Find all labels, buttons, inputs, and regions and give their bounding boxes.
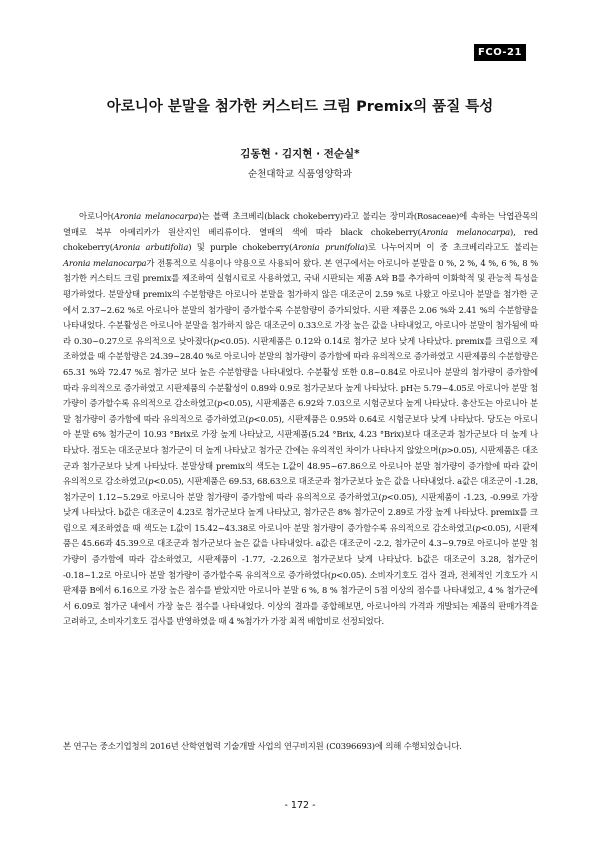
abstract-text: 가 전통적으로 식용이나 약용으로 사용되어 왔다. 본 연구에서는 아로니아 분말을 0 %, 2 %, 4 %, 6 %, 8 % 첨가한 커스터드 크림 premix를 제조하여 실험시료로 사용하였고, 국내 시판되는 제품 A와 B를 추가하여 이화학적 및 관능적 특성을 평가하였다. 분말상태 premix의 수분함량은 아로니아 분말을 첨가하지 않은 대조군이 2.59 %로 나왔고 아로니아 분말을 첨가한 군에서 2.37~2.62 %로 아로니아 분말의 첨가량이 증가할수록 수분함량이 증가되었다. 시판 제품은 2.06 %와 2.41 %의 수분함량을 나타내었다. 수분활성은 아로니아 분말을 첨가하지 않은 대조군이 0.33으로 가장 높은 값을 나타내었고, 아로니아 분말이 첨가됨에 따라 0.30~0.27으로 유의적으로 낮아졌다(: [63, 257, 539, 346]
scientific-name: Aronia prunifolia: [292, 242, 365, 253]
p-value-symbol: p: [441, 444, 447, 455]
p-value-symbol: p: [148, 476, 154, 487]
scientific-name: Aronia melanocarpa: [63, 257, 147, 268]
paper-title: 아로니아 분말을 첨가한 커스터드 크림 Premix의 품질 특성: [106, 99, 494, 115]
abstract-body: [63, 209, 538, 630]
p-value-symbol: p: [217, 398, 223, 409]
abstract-text: <0.05). 시판제품은 0.12와 0.14로 첨가군 보다 낮게 나타났다. premix를 크림으로 제조하였을 때 수분함량은 24.39~28.40 %로 아로니아 분말의 첨가량이 증가함에 따라 유의적으로 증가하였고 시판제품의 수분함량은 65.31 %와 72.47 %로 첨가군 보다 높은 수분함량을 나타내었다. 수분활성 또한 0.8~0.84로 아로니아 분말의 첨가량이 증가함에 따라 유의적으로 증가하였고 시판제품의 수분활성이 0.89와 0.9로 첨가군보다 높게 나타났다. pH는 5.79~4.05로 아로니아 분말 첨가량이 증가할수록 유의적으로 감소하였고(: [63, 335, 538, 409]
abstract-text: 아로니아(: [79, 211, 114, 221]
page-number: - 172 -: [284, 800, 316, 811]
session-code-badge: FCO-21: [474, 44, 526, 61]
author-list: 김동현 · 김지현 · 전순실*: [240, 148, 360, 160]
p-value-symbol: p: [213, 335, 219, 346]
abstract-text: ), red chokeberry(: [63, 226, 538, 253]
abstract-text: <0.05), 시판제품은 45.66과 45.39으로 대조군과 첨가군보다 높은 값을 나타내었다. a값은 대조군이 -2.2, 첨가군이 4.3~9.79로 아로니아 분말 첨가량이 증가함에 따라 감소하였고, 시판제품이 -1.77, -2.26으로 첨가군보다 낮게 나타났다. b값은 대조군이 3.28, 첨가군이 -0.18~1.2로 아로니아 분말 첨가량이 증가할수록 유의적으로 증가하였다(: [63, 522, 538, 580]
abstract-text: <0.05), 시판제품은 69.53, 68.63으로 대조군과 첨가군보다 높은 값을 나타내었다. a값은 대조군이 -1.28, 첨가군이 1.12~5.29로 아로니아 분말 첨가량이 증가함에 따라 유의적으로 증가하였고(: [63, 476, 538, 502]
affiliation: 순천대학교 식품영양학과: [248, 169, 352, 180]
p-value-symbol: p: [475, 522, 481, 533]
abstract-text: <0.05), 시판제품은 0.95와 0.64로 시험군보다 낮게 나타났다. 당도는 아로니아 분말 6% 첨가군이 10.93 °Brix로 가장 높게 나타났고, 시판제품(5.24 °Brix, 4.23 °Brix)보다 대조군과 첨가군보다 더 높게 나타났다. 점도는 대조군보다 첨가군이 더 높게 나타났고 첨가군 간에는 유의적인 차이가 나타나지 않았으며(: [63, 413, 538, 455]
abstract-text: <0.05), 시판제품은 6.92와 7.03으로 시험군보다 높게 나타났다. 총산도는 아로니아 분말 첨가량이 증가함에 따라 유의적으로 증가하였고(: [63, 398, 538, 424]
abstract-text: )는 블랙 초크베리(black chokeberry)라고 불리는 장미과(Rosaceae)에 속하는 낙엽관목의 열매로 북부 아메리카가 원산지인 베리류이다. 열매의 색에 따라 black chokeberry(: [63, 211, 538, 237]
scientific-name: Aronia melanocarpa: [420, 226, 510, 237]
p-value-symbol: p: [330, 569, 337, 580]
p-value-symbol: p: [381, 491, 387, 502]
scientific-name: Aronia melanocarpa: [113, 211, 199, 221]
acknowledgment: 본 연구는 중소기업청의 2016년 산학연협력 기술개발 사업의 연구비지원 (C0396693)에 의해 수행되었습니다.: [63, 741, 462, 751]
p-value-symbol: p: [248, 413, 254, 424]
scientific-name: Aronia arbutifolia: [112, 242, 189, 253]
abstract-text: )로 나누어지며 이 중 초크베리라고도 불리는: [364, 242, 539, 253]
abstract-text: <0.05), 시판제품이 -1.23, -0.99로 가장 낮게 나타났다. b값은 대조군이 4.23로 첨가군보다 높게 나타났고, 첨가군은 8% 첨가군이 2.89로 가장 높게 나타났다. premix를 크림으로 제조하였을 때 색도는 L값이 15.42~43.38로 아로니아 분말 첨가량이 증가함수록 유의적으로 감소하였고(: [63, 491, 538, 533]
abstract-text: <0.05). 소비자기호도 검사 결과, 전체적인 기호도가 시판제품 B에서 6.16으로 가장 높은 점수를 받았지만 아로니아 분말 6 %, 8 % 첨가군이 5점 이상의 점수를 나타내었고, 4 % 첨가군에서 6.09로 첨가군 내에서 가장 높은 점수를 나타내었다. 이상의 결과를 종합해보면, 아로니아의 가격과 개발되는 제품의 판매가격을 고려하고, 소비자기호도 검사를 반영하였을 때 4 %첨가가 가장 최적 배합비로 선정되었다.: [63, 569, 538, 627]
abstract-text: >0.05), 시판제품은 대조군과 첨가군보다 낮게 나타났다. 분말상태 premix의 색도는 L값이 48.95~67.86으로 아로니아 분말 첨가량이 증가함에 따라 값이 유의적으로 감소하였고(: [63, 444, 538, 487]
abstract-text: ) 및 purple chokeberry(: [188, 242, 293, 253]
